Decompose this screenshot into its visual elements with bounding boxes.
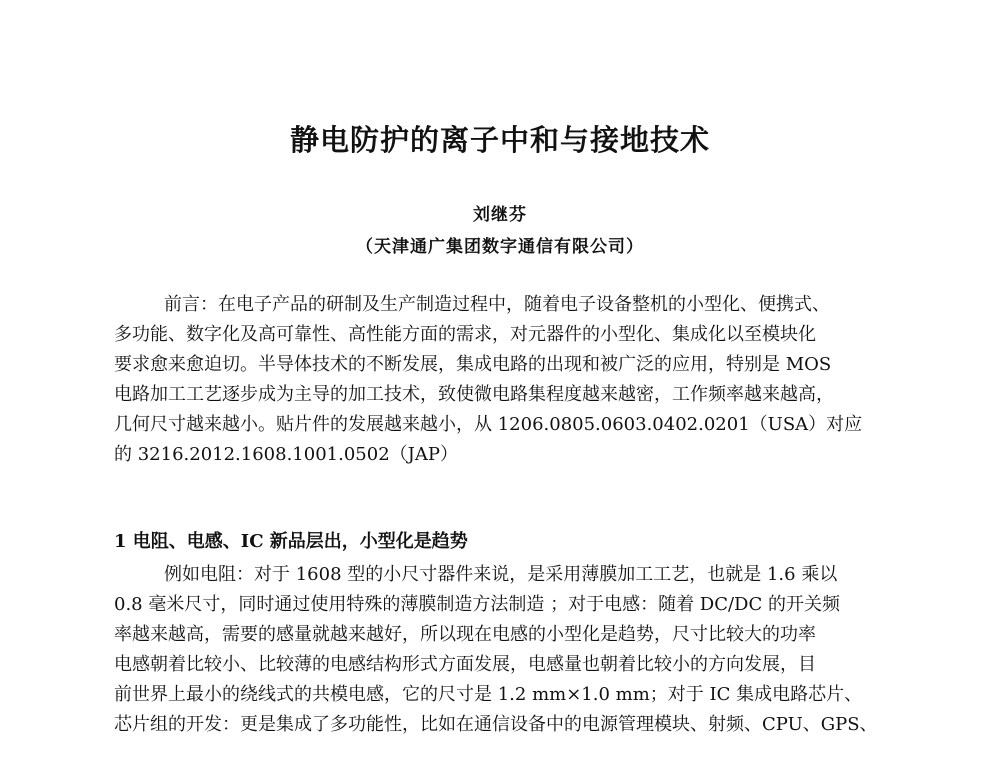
section-line: 例如电阻：对于 1608 型的小尺寸器件来说，是采用薄膜加工工艺，也就是 1.6 乘以: [164, 564, 838, 585]
section-line: 前世界上最小的绕线式的共模电感，它的尺寸是 1.2 mm×1.0 mm；对于 IC 集成电路芯片、: [114, 684, 863, 705]
intro-line: 几何尺寸越来越小。贴片件的发展越来越小，从 1206.0805.0603.0402.0201（USA）对应: [114, 414, 863, 435]
intro-line: 要求愈来愈迫切。半导体技术的不断发展，集成电路的出现和被广泛的应用，特别是 MOS: [114, 354, 832, 375]
intro-line: 前言：在电子产品的研制及生产制造过程中，随着电子设备整机的小型化、便携式、: [164, 294, 830, 315]
section-paragraph: [114, 560, 914, 740]
section-line: 电感朝着比较小、比较薄的电感结构形式方面发展，电感量也朝着比较小的方向发展，目: [114, 654, 816, 675]
author-name: 刘继芬: [473, 205, 527, 225]
section-line: 0.8 毫米尺寸，同时通过使用特殊的薄膜制造方法制造 ；对于电感：随着 DC/DC 的开关频: [114, 594, 840, 615]
intro-paragraph: [114, 290, 914, 470]
section-line: 芯片组的开发：更是集成了多功能性，比如在通信设备中的电源管理模块、射频、CPU、GPS、: [114, 714, 878, 735]
section-heading: 1 电阻、电感、IC 新品层出，小型化是趋势: [114, 531, 468, 552]
intro-line: 多功能、数字化及高可靠性、高性能方面的需求，对元器件的小型化、集成化以至模块化: [114, 324, 816, 345]
intro-line: 电路加工工艺逐步成为主导的加工技术，致使微电路集程度越来越密，工作频率越来越高，: [114, 384, 834, 405]
section-line: 率越来越高，需要的感量就越来越好，所以现在电感的小型化是趋势，尺寸比较大的功率: [114, 624, 816, 645]
author-affiliation: （天津通广集团数字通信有限公司）: [356, 237, 644, 257]
intro-line: 的 3216.2012.1608.1001.0502（JAP）: [114, 444, 458, 465]
paper-title: 静电防护的离子中和与接地技术: [289, 123, 710, 157]
